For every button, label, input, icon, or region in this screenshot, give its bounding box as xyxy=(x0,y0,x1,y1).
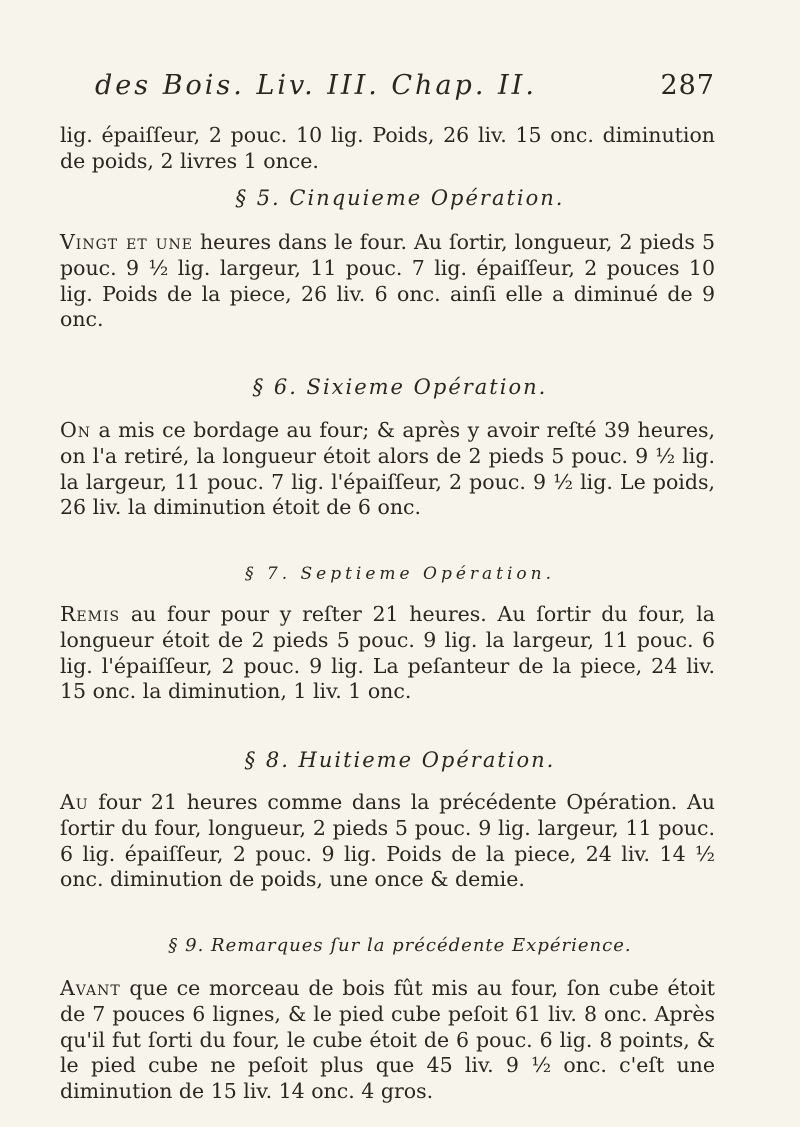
section-7-text: au four pour y reſter 21 heures. Au ſortir du four, la longueur étoit de 2 pieds 5 pouc. 9 lig. la largeur, 11 pouc. 6 lig. l'épaiſſeur, 2 pouc. 9 lig. La peſanteur de la piece, 24 liv. 15 onc. la diminution, 1 liv. 1 onc. xyxy=(60,602,715,704)
section-heading-5: § 5. Cinquieme Opération. xyxy=(235,186,565,210)
section-heading-6: § 6. Sixieme Opération. xyxy=(252,375,548,399)
section-8-lead: Au xyxy=(60,790,89,814)
section-5-paragraph xyxy=(60,230,715,333)
running-title: des Bois. Liv. III. Chap. II. xyxy=(95,70,537,101)
section-heading-7: § 7. Septieme Opération. xyxy=(244,564,556,584)
section-8-paragraph xyxy=(60,790,715,893)
section-5-lead: Vingt et une xyxy=(60,230,193,254)
section-8-text: four 21 heures comme dans la précédente Opération. Au ſortir du four, longueur, 2 pieds 5 pouc. 9 lig. largeur, 11 pouc. 6 lig. épaiſſeur, 2 pouc. 9 lig. Poids de la piece, 24 liv. 14 ½ onc. diminution de poids, une once & demie. xyxy=(60,790,715,892)
section-9-lead: Avant xyxy=(60,976,121,1000)
section-heading-8: § 8. Huitieme Opération. xyxy=(244,748,556,772)
section-heading-9: § 9. Remarques ſur la précédente Expérience. xyxy=(168,935,632,956)
section-6-text: a mis ce bordage au four; & après y avoir reſté 39 heures, on l'a retiré, la longueur étoit alors de 2 pieds 5 pouc. 9 ½ lig. la largeur, 11 pouc. 7 lig. l'épaiſſeur, 2 pouc. 9 ½ lig. Le poids, 26 liv. la diminution étoit de 6 onc. xyxy=(60,418,715,520)
section-6-lead: On xyxy=(60,418,92,442)
paragraph-text: lig. épaiſſeur, 2 pouc. 10 lig. Poids, 26 liv. 15 onc. diminution de poids, 2 livres 1 once. xyxy=(60,123,715,173)
section-5-text: heures dans le four. Au ſortir, longueur, 2 pieds 5 pouc. 9 ½ lig. largeur, 11 pouc. 7 lig. épaiſſeur, 2 pouces 10 lig. Poids de la piece, 26 liv. 6 onc. ainſi elle a diminué de 9 onc. xyxy=(60,230,715,332)
section-6-paragraph xyxy=(60,418,715,521)
paragraph-continuation xyxy=(60,123,715,175)
section-7-lead: Remis xyxy=(60,602,121,626)
section-9-text: que ce morceau de bois fût mis au four, ſon cube étoit de 7 pouces 6 lignes, & le pied cube peſoit 61 liv. 8 onc. Après qu'il fut ſorti du four, le cube étoit de 6 pouc. 6 lig. 8 points, & le pied cube ne peſoit plus que 45 liv. 9 ½ onc. c'eſt une diminution de 15 liv. 14 onc. 4 gros. xyxy=(60,976,715,1104)
page-number: 287 xyxy=(660,70,715,101)
section-7-paragraph xyxy=(60,602,715,705)
section-9-paragraph xyxy=(60,976,715,1105)
running-header xyxy=(95,70,715,101)
